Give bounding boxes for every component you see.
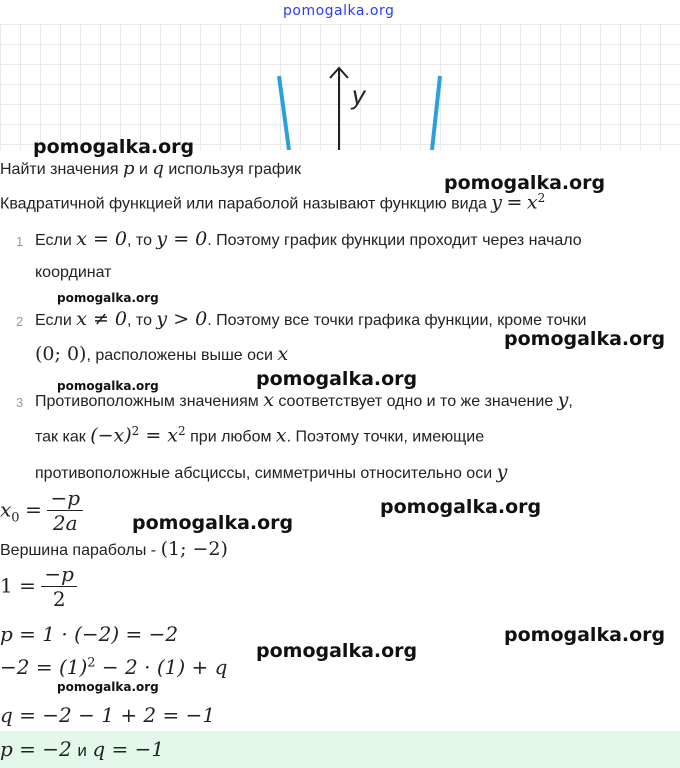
watermark: pomogalka.org (504, 328, 666, 350)
watermark: pomogalka.org (444, 172, 606, 194)
list-item-3-line-1: Противоположным значениям x соответствует одно и то же значение y, (35, 389, 573, 411)
watermark-top: pomogalka.org (283, 3, 395, 19)
watermark: pomogalka.org (256, 640, 418, 662)
equation-2: p = 1 · (−2) = −2 (0, 622, 179, 646)
watermark: pomogalka.org (57, 379, 159, 393)
vertex-line: Вершина параболы - (1; −2) (0, 538, 228, 560)
equation-4: q = −2 − 1 + 2 = −1 (0, 703, 216, 727)
list-item-3-line-3: противоположные абсциссы, симметричны относительно оси y (35, 461, 508, 483)
y-axis-label: y (352, 80, 365, 110)
task-title: Найти значения p и q используя график (0, 158, 301, 179)
equation-3: $-2 = (1)^2 - 2 \cdot (1) + q$ (0, 655, 228, 679)
parabola-left-branch (279, 76, 289, 150)
equation-1: 1 = $\frac{-p}{2}$ (0, 563, 77, 611)
list-item-number: 1 (16, 234, 24, 249)
list-item-number: 3 (16, 395, 24, 410)
parabola-graph (0, 24, 680, 150)
watermark: pomogalka.org (57, 291, 159, 305)
list-item-2-line-1: Если x ≠ 0, то y > 0. Поэтому все точки графика функции, кроме точки (35, 308, 587, 330)
answer-line: p = −2 и q = −1 (0, 737, 165, 761)
list-item-3-line-2: так как $(-x)^2 = x^2$ при любом x. Поэтому точки, имеющие (35, 424, 485, 447)
watermark: pomogalka.org (256, 368, 418, 390)
watermark: pomogalka.org (504, 624, 666, 646)
watermark: pomogalka.org (57, 680, 159, 694)
list-item-1-line-2: координат (35, 264, 112, 281)
watermark: pomogalka.org (132, 512, 294, 534)
list-item-1-line-1: Если x = 0, то y = 0. Поэтому график функции проходит через начало (35, 228, 582, 250)
vertex-formula: $x_0$ = $\frac{-p}{2a}$ (0, 487, 83, 535)
list-item-number: 2 (16, 314, 24, 329)
watermark: pomogalka.org (33, 136, 195, 158)
list-item-2-line-2: (0; 0), расположены выше оси x (35, 343, 289, 365)
watermark: pomogalka.org (380, 496, 542, 518)
parabola-right-branch (432, 76, 440, 150)
definition-line: Квадратичной функцией или параболой называют функцию вида $y = x^2$ (0, 191, 546, 214)
